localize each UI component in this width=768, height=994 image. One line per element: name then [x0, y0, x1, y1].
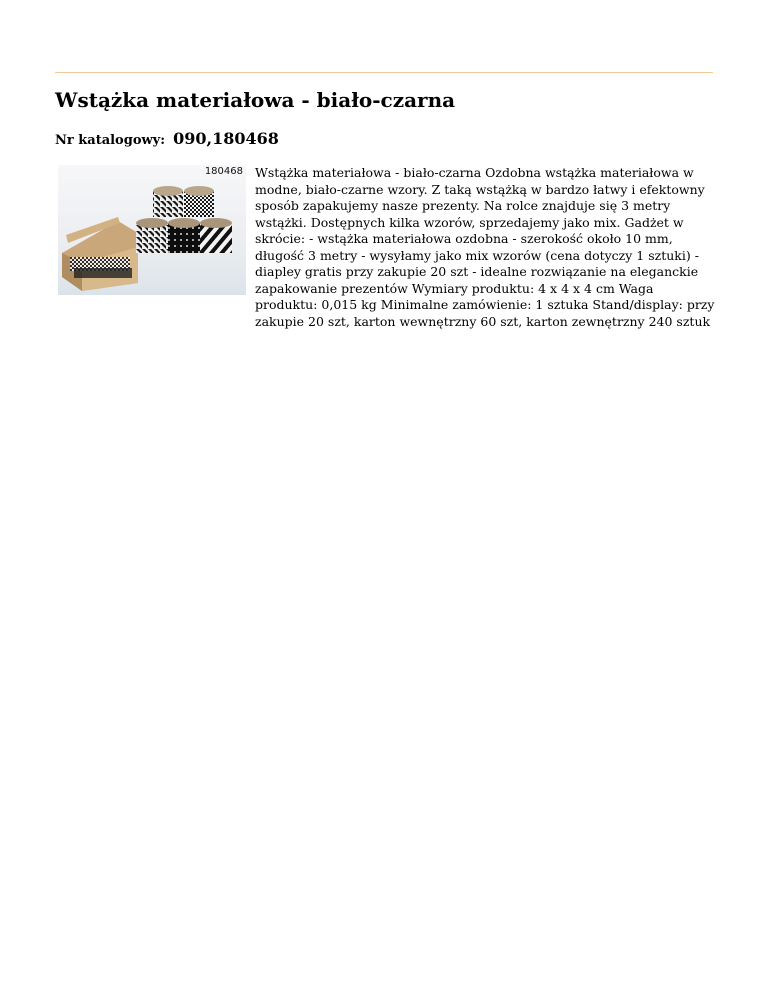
- product-title: Wstążka materiałowa - biało-czarna: [55, 88, 456, 112]
- header-divider: [55, 72, 713, 73]
- catalog-number-row: [55, 129, 279, 148]
- catalog-number: 090,180468: [173, 129, 279, 148]
- product-description: Wstążka materiałowa - biało-czarna Ozdobna wstążka materiałowa w modne, biało-czarne wzory. Z taką wstążką w bardzo łatwy i efektowny sposób zapakujemy nasze prezenty. Na rolce znajduje się 3 metry wstążki. Dostępnych kilka wzorów, sprzedajemy jako mix. Gadżet w skrócie: - wstążka materiałowa ozdobna - szerokość około 10 mm, długość 3 metry - wysyłamy jako mix wzorów (cena dotyczy 1 sztuki) - diapley gratis przy zakupie 20 szt - idealne rozwiązanie na eleganckie zapakowanie prezentów Wymiary produktu: 4 x 4 x 4 cm Waga produktu: 0,015 kg Minimalne zamówienie: 1 sztuka Stand/display: przy zakupie 20 szt, karton wewnętrzny 60 szt, karton zewnętrzny 240 sztuk: [255, 165, 715, 329]
- ribbon-spools-illustration: [58, 165, 246, 295]
- image-code-label: 180468: [204, 166, 243, 177]
- catalog-label: Nr katalogowy:: [55, 133, 166, 148]
- product-image: [58, 165, 246, 295]
